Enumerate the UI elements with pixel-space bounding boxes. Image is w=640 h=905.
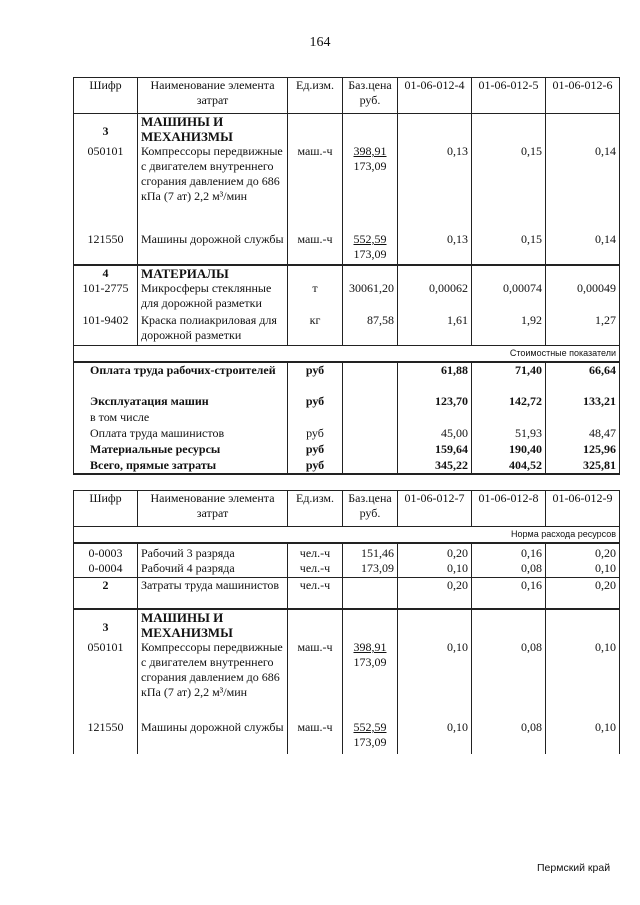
row-code: 2 bbox=[74, 577, 138, 609]
row-unit: маш.-ч bbox=[288, 640, 343, 720]
row-name: Машины дорожной службы bbox=[138, 232, 288, 265]
resource-table-2 bbox=[73, 490, 620, 754]
row-price: 87,58 bbox=[343, 313, 398, 345]
row-code: 101-2775 bbox=[74, 281, 138, 313]
row-price bbox=[343, 144, 398, 232]
row-unit: маш.-ч bbox=[288, 232, 343, 265]
cost-row bbox=[74, 394, 620, 410]
footer-region: Пермский край bbox=[537, 862, 611, 874]
row-value-1: 0,20 bbox=[398, 543, 472, 561]
table-row bbox=[74, 561, 620, 577]
section-title: МАШИНЫ И МЕХАНИЗМЫ bbox=[138, 609, 288, 640]
table-row bbox=[74, 720, 620, 754]
row-price-main: 552,59 bbox=[353, 232, 387, 246]
row-unit: маш.-ч bbox=[288, 144, 343, 232]
col-header-rate-2: 01-06-012-8 bbox=[472, 491, 546, 527]
table-row bbox=[74, 313, 620, 345]
row-name: Компрессоры передвижные с двигателем внутреннего сгорания давлением до 686 кПа (7 ат) 2,2 м³/мин bbox=[138, 144, 288, 232]
row-value-3: 1,27 bbox=[546, 313, 620, 345]
row-price-main: 398,91 bbox=[353, 144, 387, 158]
cost-unit: руб bbox=[288, 362, 343, 394]
cost-value-1: 345,22 bbox=[398, 458, 472, 474]
row-value-3: 0,14 bbox=[546, 144, 620, 232]
cost-row bbox=[74, 426, 620, 442]
row-code: 0-0004 bbox=[74, 561, 138, 577]
row-value-3: 0,20 bbox=[546, 577, 620, 609]
table-row bbox=[74, 543, 620, 561]
cost-value-1: 159,64 bbox=[398, 442, 472, 458]
row-value-3: 0,10 bbox=[546, 640, 620, 720]
cost-value-1: 45,00 bbox=[398, 426, 472, 442]
cost-row bbox=[74, 442, 620, 458]
row-unit: кг bbox=[288, 313, 343, 345]
col-header-rate-3: 01-06-012-9 bbox=[546, 491, 620, 527]
table-row-labor bbox=[74, 577, 620, 609]
table-row bbox=[74, 144, 620, 232]
table-row bbox=[74, 281, 620, 313]
row-value-1: 0,10 bbox=[398, 720, 472, 754]
row-name: Рабочий 3 разряда bbox=[138, 543, 288, 561]
col-header-name: Наименование элемента затрат bbox=[138, 78, 288, 114]
row-value-1: 0,20 bbox=[398, 577, 472, 609]
table-header-row bbox=[74, 491, 620, 527]
row-value-2: 1,92 bbox=[472, 313, 546, 345]
row-value-2: 0,15 bbox=[472, 232, 546, 265]
cost-value-3: 325,81 bbox=[546, 458, 620, 474]
row-code: 101-9402 bbox=[74, 313, 138, 345]
cost-value-3: 48,47 bbox=[546, 426, 620, 442]
row-price-main: 398,91 bbox=[353, 640, 387, 654]
resource-table-1 bbox=[73, 77, 620, 475]
row-name: Краска полиакриловая для дорожной разметки bbox=[138, 313, 288, 345]
col-header-price: Баз.цена руб. bbox=[343, 78, 398, 114]
section-title: МАТЕРИАЛЫ bbox=[138, 265, 288, 281]
cost-header-row bbox=[74, 345, 620, 362]
row-unit: чел.-ч bbox=[288, 543, 343, 561]
row-value-1: 0,00062 bbox=[398, 281, 472, 313]
cost-value-2: 142,72 bbox=[472, 394, 546, 410]
row-name: Компрессоры передвижные с двигателем внутреннего сгорания давлением до 686 кПа (7 ат) 2,2 м³/мин bbox=[138, 640, 288, 720]
col-header-unit: Ед.изм. bbox=[288, 78, 343, 114]
section-number: 3 bbox=[74, 609, 138, 640]
cost-unit: руб bbox=[288, 442, 343, 458]
col-header-name: Наименование элемента затрат bbox=[138, 491, 288, 527]
row-price-labor: 173,09 bbox=[353, 247, 387, 261]
row-value-2: 0,08 bbox=[472, 720, 546, 754]
norm-header-row bbox=[74, 527, 620, 544]
row-price: 173,09 bbox=[343, 561, 398, 577]
row-value-1: 0,10 bbox=[398, 640, 472, 720]
cost-name: Всего, прямые затраты bbox=[74, 458, 288, 474]
row-price-labor: 173,09 bbox=[353, 655, 387, 669]
row-value-1: 0,10 bbox=[398, 561, 472, 577]
row-code: 121550 bbox=[74, 232, 138, 265]
row-value-1: 0,13 bbox=[398, 232, 472, 265]
row-value-1: 1,61 bbox=[398, 313, 472, 345]
row-price bbox=[343, 232, 398, 265]
row-value-3: 0,10 bbox=[546, 561, 620, 577]
row-name: Затраты труда машинистов bbox=[138, 577, 288, 609]
cost-value-1: 61,88 bbox=[398, 362, 472, 394]
row-value-1: 0,13 bbox=[398, 144, 472, 232]
cost-value-3: 133,21 bbox=[546, 394, 620, 410]
row-price-labor: 173,09 bbox=[353, 735, 387, 749]
section-number: 4 bbox=[74, 265, 138, 281]
cost-unit: руб bbox=[288, 426, 343, 442]
cost-name: в том числе bbox=[74, 410, 288, 426]
cost-value-2: 190,40 bbox=[472, 442, 546, 458]
cost-row bbox=[74, 458, 620, 474]
row-unit: т bbox=[288, 281, 343, 313]
row-code: 0-0003 bbox=[74, 543, 138, 561]
cost-name: Оплата труда рабочих-строителей bbox=[74, 362, 288, 394]
cost-unit: руб bbox=[288, 394, 343, 410]
row-value-2: 0,16 bbox=[472, 543, 546, 561]
cost-value-2: 404,52 bbox=[472, 458, 546, 474]
cost-value-3: 125,96 bbox=[546, 442, 620, 458]
page-number: 164 bbox=[309, 35, 331, 50]
row-value-2: 0,00074 bbox=[472, 281, 546, 313]
row-name: Машины дорожной службы bbox=[138, 720, 288, 754]
col-header-rate-3: 01-06-012-6 bbox=[546, 78, 620, 114]
cost-name: Эксплуатация машин bbox=[74, 394, 288, 410]
col-header-unit: Ед.изм. bbox=[288, 491, 343, 527]
row-name: Микросферы стеклянные для дорожной разметки bbox=[138, 281, 288, 313]
cost-row bbox=[74, 362, 620, 394]
row-price bbox=[343, 720, 398, 754]
norm-header: Норма расхода ресурсов bbox=[74, 527, 620, 544]
table-row bbox=[74, 640, 620, 720]
row-price-main: 552,59 bbox=[353, 720, 387, 734]
col-header-code: Шифр bbox=[74, 491, 138, 527]
row-code: 050101 bbox=[74, 640, 138, 720]
row-value-2: 0,16 bbox=[472, 577, 546, 609]
cost-name: Оплата труда машинистов bbox=[74, 426, 288, 442]
row-name: Рабочий 4 разряда bbox=[138, 561, 288, 577]
cost-row bbox=[74, 410, 620, 426]
cost-value-2: 71,40 bbox=[472, 362, 546, 394]
row-value-2: 0,08 bbox=[472, 561, 546, 577]
row-price-labor: 173,09 bbox=[353, 159, 387, 173]
row-unit: чел.-ч bbox=[288, 561, 343, 577]
col-header-rate-1: 01-06-012-4 bbox=[398, 78, 472, 114]
col-header-rate-2: 01-06-012-5 bbox=[472, 78, 546, 114]
col-header-price: Баз.цена руб. bbox=[343, 491, 398, 527]
row-code: 050101 bbox=[74, 144, 138, 232]
cost-value-1: 123,70 bbox=[398, 394, 472, 410]
section-number: 3 bbox=[74, 114, 138, 145]
row-price: 151,46 bbox=[343, 543, 398, 561]
row-value-3: 0,14 bbox=[546, 232, 620, 265]
row-value-2: 0,08 bbox=[472, 640, 546, 720]
row-unit: чел.-ч bbox=[288, 577, 343, 609]
col-header-code: Шифр bbox=[74, 78, 138, 114]
cost-header: Стоимостные показатели bbox=[74, 345, 620, 362]
row-value-3: 0,10 bbox=[546, 720, 620, 754]
row-price: 30061,20 bbox=[343, 281, 398, 313]
table-header-row bbox=[74, 78, 620, 114]
col-header-rate-1: 01-06-012-7 bbox=[398, 491, 472, 527]
row-code: 121550 bbox=[74, 720, 138, 754]
row-unit: маш.-ч bbox=[288, 720, 343, 754]
section-row-machines bbox=[74, 114, 620, 145]
section-title: МАШИНЫ И МЕХАНИЗМЫ bbox=[138, 114, 288, 145]
section-row-materials bbox=[74, 265, 620, 281]
row-value-2: 0,15 bbox=[472, 144, 546, 232]
row-value-3: 0,20 bbox=[546, 543, 620, 561]
cost-value-3: 66,64 bbox=[546, 362, 620, 394]
row-value-3: 0,00049 bbox=[546, 281, 620, 313]
cost-value-2: 51,93 bbox=[472, 426, 546, 442]
row-price bbox=[343, 640, 398, 720]
table-row bbox=[74, 232, 620, 265]
section-row-machines bbox=[74, 609, 620, 640]
cost-unit: руб bbox=[288, 458, 343, 474]
cost-name: Материальные ресурсы bbox=[74, 442, 288, 458]
